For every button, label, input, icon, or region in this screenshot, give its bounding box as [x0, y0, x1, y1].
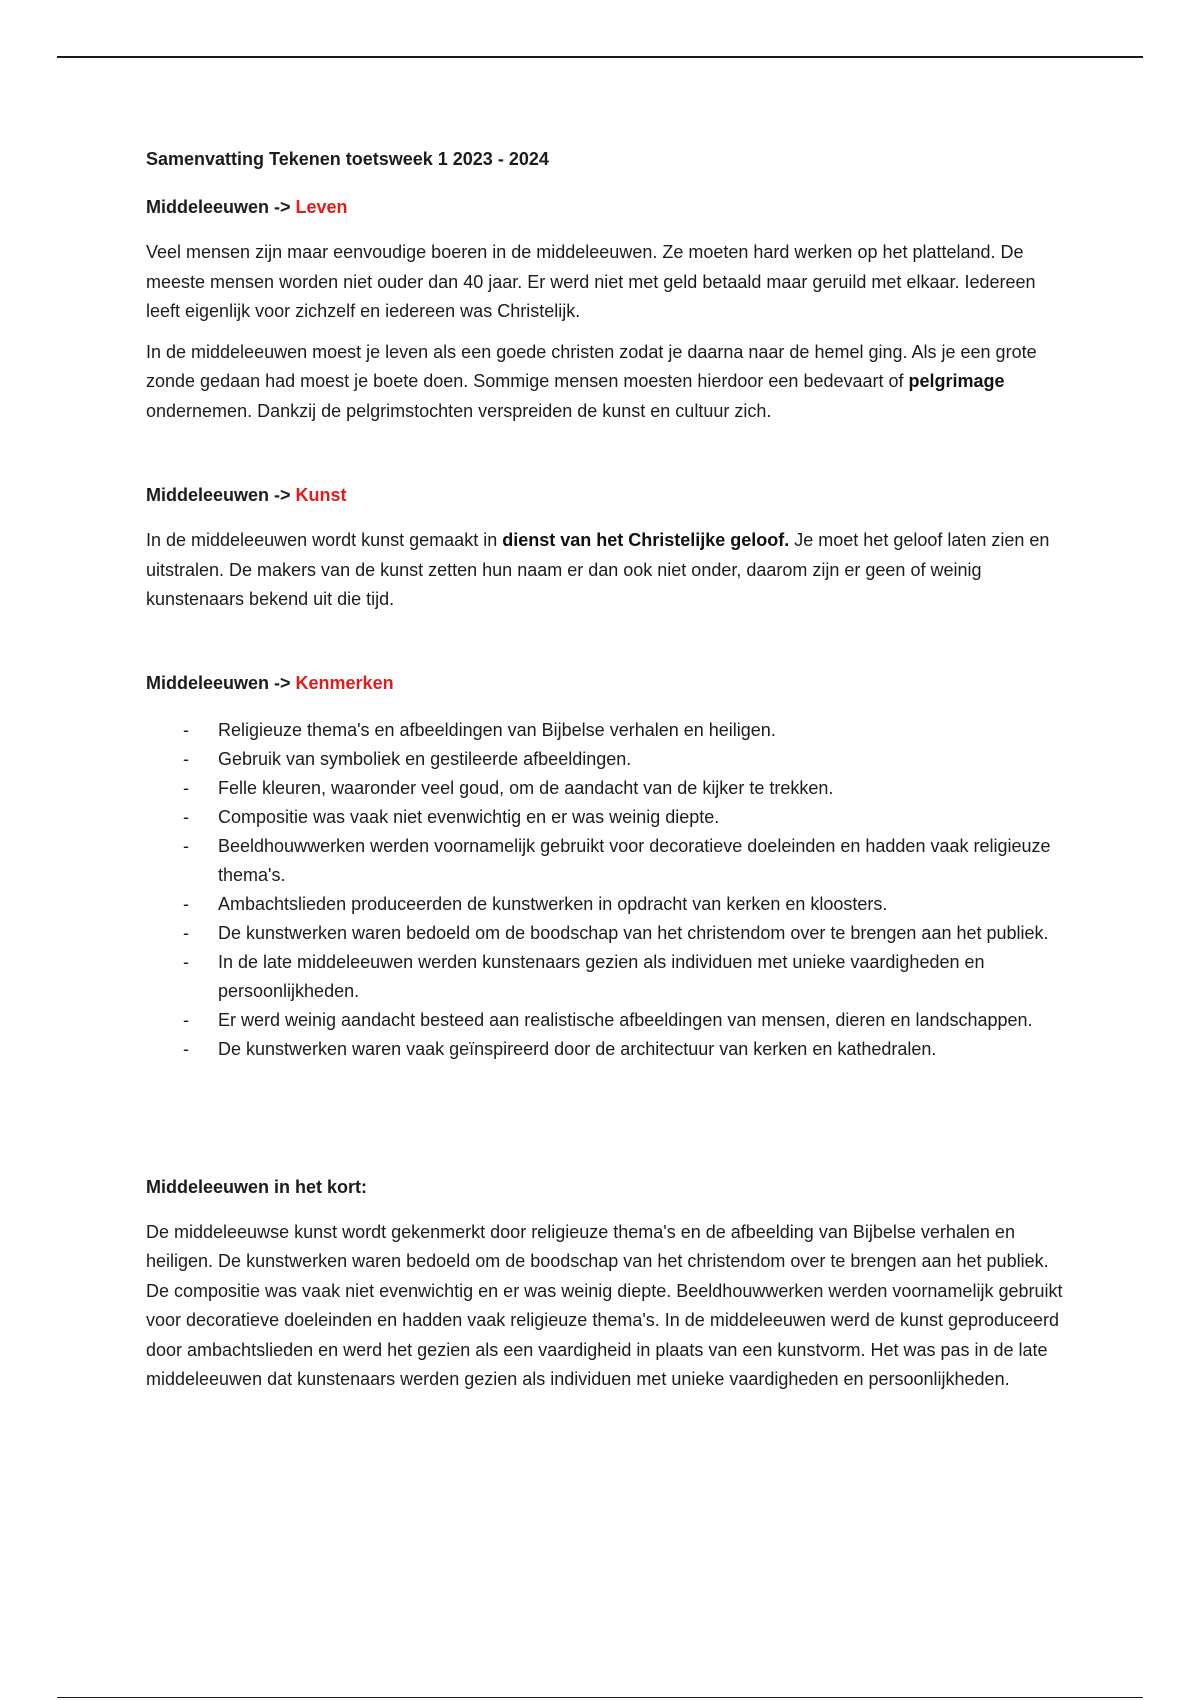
heading-prefix: Middeleeuwen -> [146, 197, 296, 217]
leven-paragraph-2 [146, 338, 1066, 427]
list-item-text: Religieuze thema's en afbeeldingen van Bijbelse verhalen en heiligen. [218, 719, 776, 740]
section-heading-leven [146, 196, 1066, 218]
kenmerken-list [146, 716, 1066, 1064]
text-run: In de middeleeuwen wordt kunst gemaakt in [146, 530, 503, 550]
list-item [146, 832, 1066, 890]
bullet-dash: - [183, 777, 189, 798]
bold-term: pelgrimage [908, 371, 1005, 391]
document-body [146, 140, 1066, 1406]
list-item-text: De kunstwerken waren vaak geïnspireerd door de architectuur van kerken en kathedralen. [218, 1038, 937, 1059]
kort-paragraph: De middeleeuwse kunst wordt gekenmerkt door religieuze thema's en de afbeelding van Bijbelse verhalen en heiligen. De kunstwerken waren bedoeld om de boodschap van het christendom over te brengen aan het publiek. De compositie was vaak niet evenwichtig en er was weinig diepte. Beeldhouwwerken werden voornamelijk gebruikt voor decoratieve doeleinden en hadden vaak religieuze thema's. In de middeleeuwen werd de kunst geproduceerd door ambachtslieden en werd het gezien als een vaardigheid in plaats van een kunstvorm. Het was pas in de late middeleeuwen dat kunstenaars werden gezien als individuen met unieke vaardigheden en persoonlijkheden. [146, 1221, 1063, 1389]
bullet-dash: - [183, 1038, 189, 1059]
bullet-dash: - [183, 806, 189, 827]
text-run: In de middeleeuwen moest je leven als een goede christen zodat je daarna naar de hemel ging. Als je een grote zonde gedaan had moest je boete doen. Sommige mensen moesten hierdoor een bedevaart of [146, 341, 1037, 391]
bullet-dash: - [183, 922, 189, 943]
section-heading-kort: Middeleeuwen in het kort: [146, 1176, 368, 1197]
document-title: Samenvatting Tekenen toetsweek 1 2023 - 2024 [146, 149, 549, 169]
bullet-dash: - [183, 951, 189, 972]
list-item [146, 803, 1066, 832]
list-item [146, 716, 1066, 745]
bullet-dash: - [183, 835, 189, 856]
kunst-paragraph [146, 526, 1066, 615]
heading-accent: Kenmerken [295, 672, 394, 693]
list-item-text: Ambachtslieden produceerden de kunstwerken in opdracht van kerken en kloosters. [218, 893, 888, 914]
list-item [146, 1006, 1066, 1035]
list-item-text: Beeldhouwwerken werden voornamelijk gebruikt voor decoratieve doeleinden en hadden vaak religieuze thema's. [218, 835, 1051, 885]
heading-accent: Leven [295, 197, 348, 217]
list-item-text: De kunstwerken waren bedoeld om de boodschap van het christendom over te brengen aan het publiek. [218, 922, 1049, 943]
heading-prefix: Middeleeuwen -> [146, 672, 296, 693]
list-item-text: Gebruik van symboliek en gestileerde afbeeldingen. [218, 748, 632, 769]
list-item-text: Er werd weinig aandacht besteed aan realistische afbeeldingen van mensen, dieren en landschappen. [218, 1009, 1033, 1030]
footer-rule [57, 1697, 1143, 1698]
heading-prefix: Middeleeuwen -> [146, 485, 296, 505]
section-heading-kunst [146, 484, 1066, 506]
text-run: ondernemen. Dankzij de pelgrimstochten verspreiden de kunst en cultuur zich. [146, 400, 772, 421]
list-item [146, 745, 1066, 774]
list-item [146, 774, 1066, 803]
header-rule [57, 56, 1143, 58]
list-item-text: Felle kleuren, waaronder veel goud, om de aandacht van de kijker te trekken. [218, 777, 834, 798]
bullet-dash: - [183, 719, 189, 740]
text-run: Je moet het geloof laten zien en uitstralen. De makers van de kunst zetten hun naam er dan ook niet onder, daarom zijn er geen of weinig kunstenaars bekend uit die tijd. [146, 530, 1050, 609]
section-heading-kenmerken [146, 672, 1066, 694]
list-item-text: Compositie was vaak niet evenwichtig en er was weinig diepte. [218, 806, 720, 827]
heading-accent: Kunst [295, 485, 347, 505]
leven-paragraph-1: Veel mensen zijn maar eenvoudige boeren in de middeleeuwen. Ze moeten hard werken op het platteland. De meeste mensen worden niet ouder dan 40 jaar. Er werd niet met geld betaald maar geruild met elkaar. Iedereen leeft eigenlijk voor zichzelf en iedereen was Christelijk. [146, 242, 1036, 321]
list-item [146, 1035, 1066, 1064]
bullet-dash: - [183, 893, 189, 914]
bullet-dash: - [183, 1009, 189, 1030]
list-item [146, 948, 1066, 1006]
bullet-dash: - [183, 748, 189, 769]
list-item-text: In de late middeleeuwen werden kunstenaars gezien als individuen met unieke vaardigheden en persoonlijkheden. [218, 951, 985, 1001]
bold-term: dienst van het Christelijke geloof. [502, 530, 790, 550]
list-item [146, 890, 1066, 919]
list-item [146, 919, 1066, 948]
